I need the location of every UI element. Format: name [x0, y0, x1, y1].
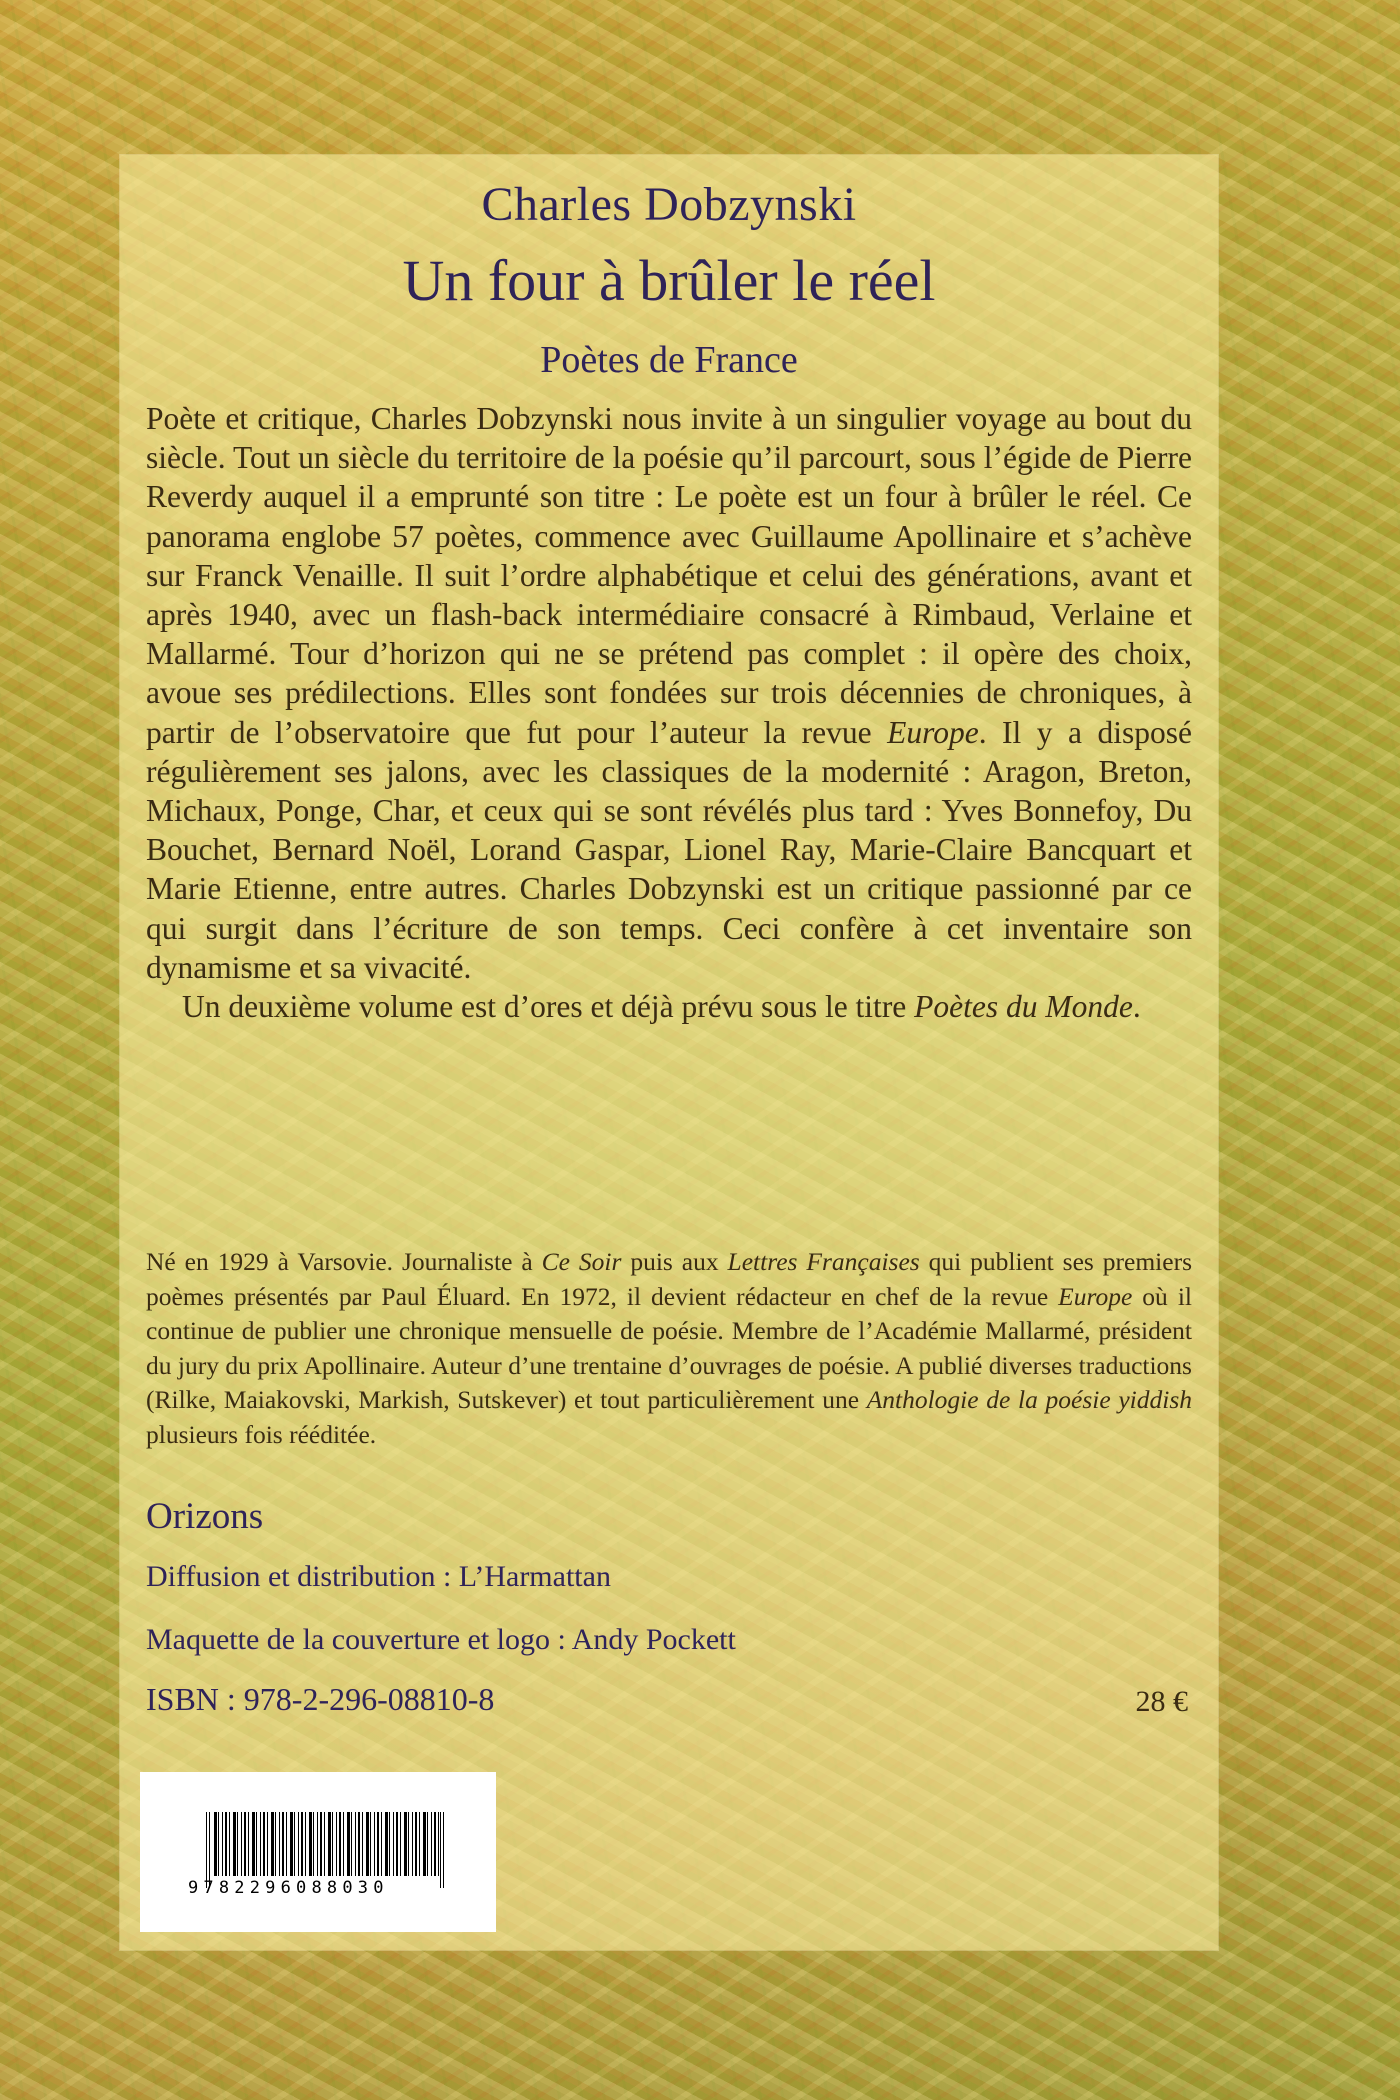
blurb-text-part: . [1132, 989, 1141, 1025]
bio-text-part: puis aux [621, 1247, 728, 1276]
bio-emphasis: Anthologie de la poésie yiddish [866, 1385, 1192, 1414]
diffusion-line: Diffusion et distribution : L’Harmattan [146, 1560, 611, 1593]
barcode-digits: 9782296088030 [188, 1878, 389, 1898]
blurb-emphasis: Poètes du Monde [914, 989, 1133, 1025]
blurb-paragraph-1 [146, 399, 1192, 987]
barcode-guard-left [206, 1812, 211, 1888]
bio-text-part: qui publient ses premiers poèmes présentés par Paul Éluard. En 1972, il devient rédacteur en chef de la revue [146, 1247, 1192, 1311]
back-cover-panel [120, 155, 1218, 1950]
bio-text-part: Né en 1929 à Varsovie. Journaliste à [146, 1247, 542, 1276]
barcode-bars [206, 1812, 444, 1876]
price-label: 28 € [1135, 1685, 1188, 1718]
bio-emphasis: Lettres Françaises [727, 1247, 920, 1276]
blurb-text [146, 399, 1192, 1026]
author-name: Charles Dobzynski [481, 178, 857, 231]
author-bio [146, 1245, 1192, 1452]
barcode [140, 1772, 496, 1932]
bio-emphasis: Ce Soir [541, 1247, 622, 1276]
blurb-text-part: Poète et critique, Charles Dobzynski nous invite à un singulier voyage au bout du siècle. Tout un siècle du territoire de la poésie qu’il parcourt, sous l’égide de Pierre Reverdy auquel il a emprunté son titre : Le poète est un four à brûler le réel. Ce panorama englobe 57 poètes, commence avec Guillaume Apollinaire et s’achève sur Franck Venaille. Il suit l’ordre alphabétique et celui des générations, avant et après 1940, avec un flash-back intermédiaire consacré à Rimbaud, Verlaine et Mallarmé. Tour d’horizon qui ne se prétend pas complet : il opère des choix, avoue ses prédilections. Elles sont fondées sur trois décennies de chroniques, à partir de l’observatoire que fut pour l’auteur la revue [146, 401, 1192, 750]
collection-title: Poètes de France [540, 339, 798, 381]
publisher-name: Orizons [146, 1496, 264, 1537]
blurb-paragraph-2 [146, 987, 1192, 1026]
book-title: Un four à brûler le réel [402, 248, 936, 313]
bio-text-part: plusieurs fois rééditée. [146, 1419, 377, 1449]
bio-text-part: où il continue de publier une chronique mensuelle de poésie. Membre de l’Académie Mallarmé, président du jury du prix Apollinaire. Auteur d’une trentaine d’ouvrages de poésie. A publié diverses traductions (Rilke, Maiakovski, Markish, Sutskever) et tout particulièrement une [146, 1281, 1192, 1414]
barcode-guard-right [440, 1812, 445, 1888]
blurb-text-part: . Il y a disposé régulièrement ses jalons, avec les classiques de la modernité : Aragon, Breton, Michaux, Ponge, Char, et ceux qui se sont révélés plus tard : Yves Bonnefoy, Du Bouchet, Bernard Noël, Lorand Gaspar, Lionel Ray, Marie-Claire Bancquart et Marie Etienne, entre autres. Charles Dobzynski est un critique passionné par ce qui surgit dans l’écriture de son temps. Ceci confère à cet inventaire son dynamisme et sa vivacité. [146, 714, 1192, 985]
bio-emphasis: Europe [1058, 1281, 1133, 1311]
maquette-line: Maquette de la couverture et logo : Andy Pockett [146, 1623, 736, 1656]
isbn-line: ISBN : 978-2-296-08810-8 [146, 1681, 495, 1717]
blurb-text-part: Un deuxième volume est d’ores et déjà prévu sous le titre [182, 989, 915, 1025]
blurb-emphasis: Europe [887, 714, 979, 750]
